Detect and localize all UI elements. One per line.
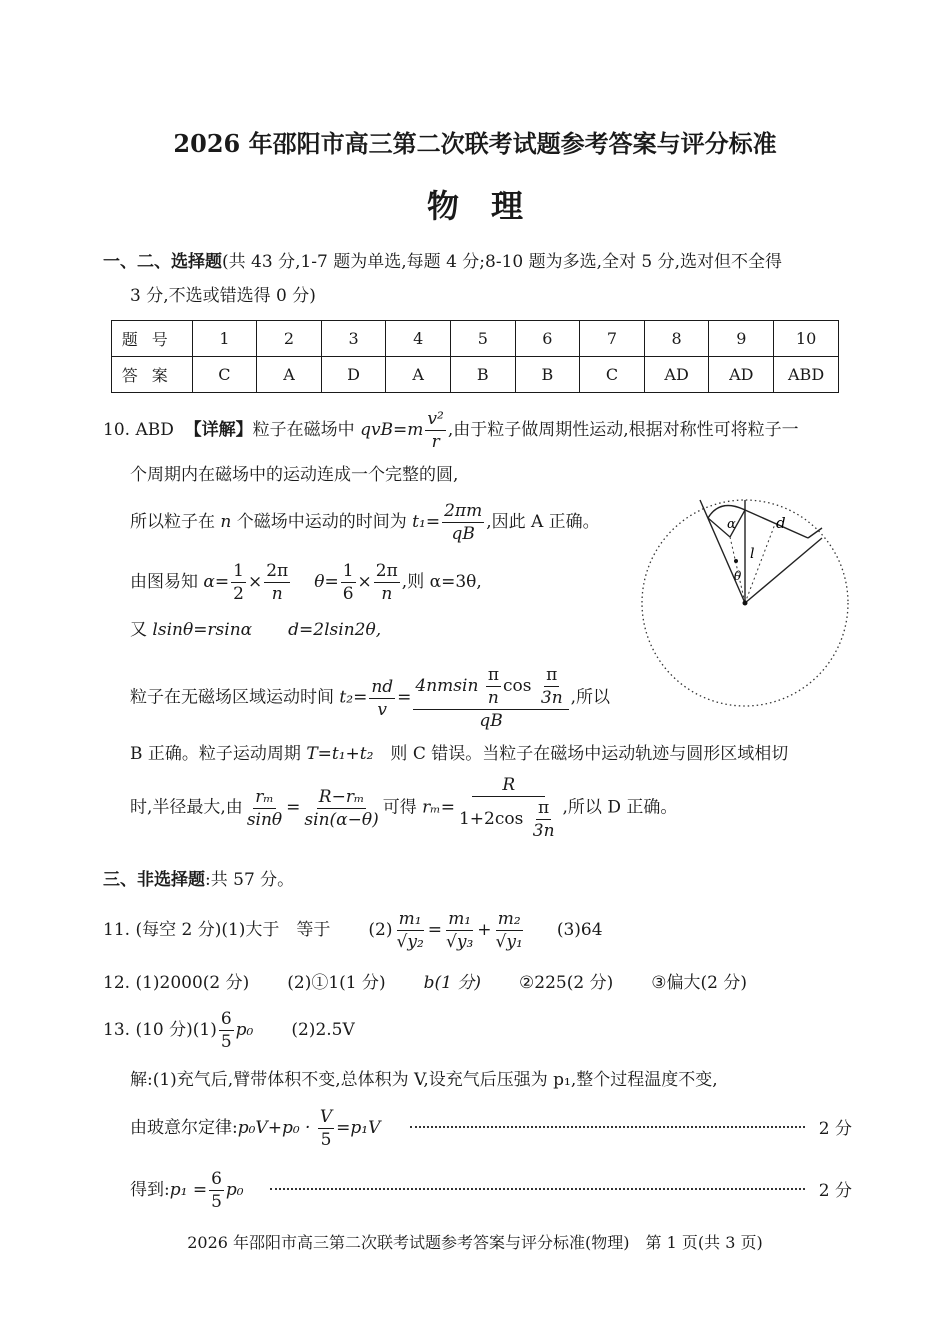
fraction: [302, 786, 380, 831]
fraction: [318, 1106, 334, 1151]
text: 时,半径最大,由: [130, 797, 243, 818]
fraction: [425, 408, 445, 453]
dot-leader: [410, 1126, 805, 1128]
label-l: l: [750, 546, 755, 562]
table-cell: D: [321, 357, 386, 393]
numerator: v²: [427, 409, 444, 429]
denominator: 5: [211, 1192, 222, 1212]
q10-line5: [130, 617, 381, 643]
section1-heading: 一、二、选择题: [103, 252, 222, 272]
page-footer: 2026 年邵阳市高三第二次联考试题参考答案与评分标准(物理) 第 1 页(共 3 页): [187, 1233, 763, 1252]
text: (2): [368, 920, 393, 940]
text: ,由于粒子做周期性运动,根据对称性可将粒子一: [447, 420, 799, 440]
q12-line: [103, 970, 747, 996]
table-cell: 8: [644, 321, 709, 357]
fraction: [531, 797, 557, 842]
subject-title: 物 理: [426, 187, 523, 225]
table-cell: A: [386, 357, 451, 393]
table-cell: 2: [257, 321, 322, 357]
denominator: 6: [342, 584, 354, 604]
numerator: m₁: [448, 909, 472, 929]
point: [734, 559, 738, 563]
text: =: [393, 420, 408, 440]
table-cell: 3: [321, 321, 386, 357]
label-d: d: [776, 514, 786, 532]
text: ,所以: [570, 687, 611, 708]
numerator: V: [319, 1107, 333, 1127]
denominator: n: [271, 584, 283, 604]
section3-heading: [103, 867, 294, 893]
q10-line4: [130, 560, 482, 604]
denominator: 5: [320, 1130, 332, 1150]
formula: p₁ =: [169, 1180, 208, 1200]
fraction: [457, 774, 561, 842]
text: 11. (每空 2 分)(1)大于 等于: [103, 920, 331, 940]
q13-solution: 解:(1)充气后,臂带体积不变,总体积为 V,设充气后压强为 p₁,整个过程温度不变,: [130, 1070, 718, 1090]
text: =: [324, 572, 339, 592]
denominator: √y₁: [495, 932, 523, 952]
text: =: [353, 687, 368, 708]
denominator: [457, 797, 561, 842]
formula: T=t₁+t₂: [306, 744, 374, 764]
denominator: r: [431, 432, 440, 452]
denominator: 3n: [540, 688, 563, 708]
numerator: rₘ: [255, 786, 274, 807]
formula: n: [220, 512, 232, 532]
numerator: 2π: [375, 561, 398, 581]
denominator: n: [487, 688, 499, 708]
text: 可得: [382, 797, 423, 818]
numerator: 1: [342, 561, 354, 581]
numerator: m₂: [497, 909, 521, 929]
numerator: 1: [233, 561, 244, 581]
detail-tag: 【详解】: [184, 420, 253, 440]
denominator: sinθ: [246, 809, 283, 830]
table-row-answers: [112, 357, 839, 393]
text: 粒子在磁场中: [252, 420, 361, 440]
numerator: π: [487, 665, 499, 685]
formula: t₁: [412, 512, 426, 532]
denominator: qB: [479, 711, 503, 731]
text: b(1 分): [423, 973, 482, 993]
text: ,因此 A 正确。: [486, 512, 600, 532]
numerator: 2πm: [444, 501, 483, 521]
center-point: [743, 601, 748, 606]
formula: p₀: [225, 1180, 244, 1200]
denominator: v: [377, 699, 388, 720]
text: 又: [130, 620, 153, 640]
chord-end: [808, 528, 822, 538]
formula: =p₁V: [336, 1118, 381, 1138]
formula: p₀: [235, 1020, 254, 1040]
text: B 正确。粒子运动周期: [130, 744, 307, 764]
formula: cos: [503, 676, 537, 696]
section1-desc: (共 43 分,1-7 题为单选,每题 4 分;8-10 题为多选,全对 5 分,选对但不全得: [222, 252, 783, 272]
text: ,则 α=3θ,: [401, 572, 482, 592]
denominator: qB: [451, 524, 475, 544]
q10-line1: [103, 408, 799, 452]
table-cell: B: [450, 357, 515, 393]
denominator: 3n: [532, 821, 555, 841]
text: 13. (10 分)(1): [103, 1020, 217, 1040]
formula: t₂: [339, 687, 354, 708]
text: =: [425, 512, 441, 532]
table-cell: 7: [580, 321, 645, 357]
text: 得到:: [130, 1180, 170, 1200]
formula: d=2lsin2θ,: [288, 620, 382, 640]
q10-line7: [130, 741, 788, 767]
text: =: [427, 920, 443, 940]
magnetic-field-diagram: [630, 490, 860, 720]
text: ×: [357, 572, 372, 592]
text: 粒子在无磁场区域运动时间: [130, 687, 340, 708]
text: 12. (1)2000(2 分): [103, 973, 250, 993]
text: 所以粒子在: [130, 512, 221, 532]
numerator: [413, 664, 568, 710]
q11-line: [103, 908, 603, 952]
q13-boyle-line: [130, 1106, 852, 1150]
text: =: [214, 572, 230, 592]
fraction: [442, 500, 484, 545]
text: =: [286, 797, 301, 818]
formula: 1+2cos: [458, 809, 529, 829]
formula: qvB: [360, 420, 394, 440]
header-label: 题号: [112, 321, 193, 357]
table-cell: 5: [450, 321, 515, 357]
fraction: [245, 786, 284, 831]
text: =: [440, 797, 455, 818]
text: (2)①1(1 分): [287, 973, 386, 993]
denominator: √y₂: [396, 932, 424, 952]
q10-line6: [130, 664, 611, 731]
denominator: n: [381, 584, 393, 604]
table-row-numbers: [112, 321, 839, 357]
fraction: [494, 908, 525, 953]
q13-line: [103, 1008, 355, 1052]
fraction: [219, 1008, 234, 1053]
text: :共 57 分。: [205, 870, 295, 890]
denominator: √y₃: [446, 932, 474, 952]
table-cell: AD: [644, 357, 709, 393]
boundary-line-right: [745, 538, 822, 603]
fraction: [413, 664, 568, 732]
numerator: R: [472, 774, 545, 797]
denominator: sin(α−θ): [304, 809, 379, 830]
section1-line1: [103, 249, 782, 275]
text: (3)64: [556, 920, 603, 940]
numerator: nd: [371, 676, 394, 697]
text: 则 C 错误。当粒子在磁场中运动轨迹与圆形区域相切: [373, 744, 789, 764]
fraction: [264, 560, 290, 605]
label-theta: θ: [734, 569, 742, 583]
score: 2 分: [818, 1181, 852, 1201]
table-cell: B: [515, 357, 580, 393]
label-alpha: α: [727, 517, 736, 532]
answer-table: [111, 320, 839, 393]
denominator: 2: [233, 584, 244, 604]
text: =: [397, 687, 412, 708]
text: ,所以 D 正确。: [562, 797, 678, 818]
text: (2)2.5V: [291, 1020, 355, 1040]
table-cell: A: [257, 357, 322, 393]
numerator: π: [538, 798, 550, 818]
section1-line2: 3 分,不选或错选得 0 分): [130, 286, 316, 306]
numerator: π: [546, 665, 558, 685]
formula: α: [203, 572, 215, 592]
text: 由图易知: [130, 572, 204, 592]
fraction: [341, 560, 356, 605]
fraction: [539, 664, 565, 709]
formula: lsinθ=rsinα: [152, 620, 253, 640]
formula: θ: [314, 572, 325, 592]
q10-line2: 个周期内在磁场中的运动连成一个完整的圆,: [130, 465, 459, 485]
fraction: [209, 1168, 224, 1213]
fraction: [374, 560, 400, 605]
dot-leader: [270, 1188, 805, 1190]
text: 由玻意尔定律:: [130, 1118, 238, 1138]
q13-result-line: [130, 1168, 852, 1212]
fraction: [486, 664, 501, 709]
table-cell: C: [580, 357, 645, 393]
fraction: [369, 676, 395, 721]
document-title: 2026 年邵阳市高三第二次联考试题参考答案与评分标准: [173, 129, 777, 158]
denominator: 5: [220, 1032, 232, 1052]
numerator: 2π: [266, 561, 289, 581]
text: ③偏大(2 分): [651, 973, 747, 993]
table-cell: AD: [709, 357, 774, 393]
table-cell: ABD: [774, 357, 839, 393]
table-cell: 6: [515, 321, 580, 357]
numerator: 6: [220, 1009, 232, 1029]
numerator: R−rₘ: [318, 786, 365, 807]
table-cell: 10: [774, 321, 839, 357]
table-cell: C: [192, 357, 257, 393]
q10-line3: [130, 500, 600, 544]
q10-number: 10. ABD: [103, 420, 174, 440]
text: +: [477, 920, 492, 940]
formula: 4nmsin: [415, 676, 484, 696]
numerator: 6: [211, 1169, 222, 1189]
fraction: [231, 560, 246, 605]
fraction: [395, 908, 426, 953]
fraction: [444, 908, 475, 953]
numerator: m₁: [398, 909, 422, 929]
score: 2 分: [818, 1119, 852, 1139]
table-cell: 4: [386, 321, 451, 357]
text: ×: [247, 572, 263, 592]
table-cell: 1: [192, 321, 257, 357]
formula: m: [407, 420, 424, 440]
text: ②225(2 分): [519, 973, 614, 993]
text: 个磁场中运动的时间为: [231, 512, 413, 532]
formula: p₀V+p₀ ·: [237, 1118, 316, 1138]
formula: rₘ: [422, 797, 441, 818]
answer-label: 答案: [112, 357, 193, 393]
section3-title: 三、非选择题: [103, 870, 205, 890]
table-cell: 9: [709, 321, 774, 357]
boundary-line-left: [700, 500, 745, 603]
